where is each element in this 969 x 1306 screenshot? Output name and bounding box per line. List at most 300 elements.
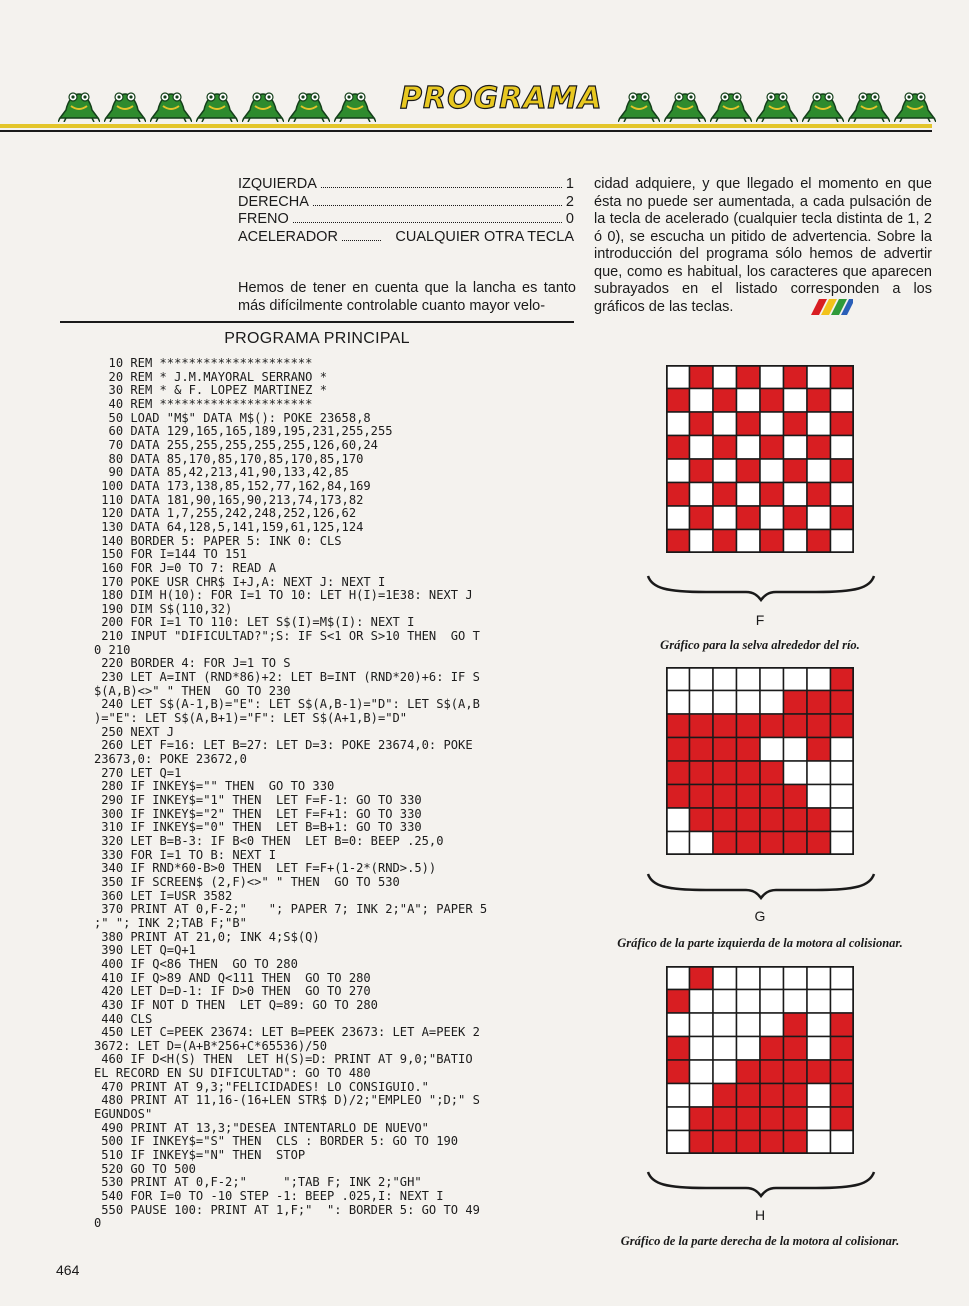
frog-icon: [288, 84, 330, 122]
listing-line: 430 IF NOT D THEN LET Q=89: GO TO 280: [94, 997, 378, 1012]
grid-cell-empty: [666, 1107, 690, 1131]
grid-cell-filled: [737, 785, 761, 809]
grid-cell-filled: [713, 714, 737, 738]
grid-cell-empty: [737, 1037, 761, 1061]
grid-cell-empty: [807, 1084, 831, 1108]
grid-cell-empty: [807, 1013, 831, 1037]
brace-icon: [646, 1168, 876, 1198]
grid-cell-empty: [784, 530, 808, 554]
grid-cell-empty: [807, 1131, 831, 1155]
listing-line: 510 IF INKEY$="N" THEN STOP: [94, 1148, 306, 1163]
grid-cell-filled: [713, 785, 737, 809]
grid-cell-filled: [831, 365, 855, 389]
key-list: [238, 176, 574, 246]
grid-cell-filled: [737, 738, 761, 762]
grid-cell-filled: [737, 714, 761, 738]
grid-cell-filled: [737, 808, 761, 832]
grid-cell-empty: [760, 365, 784, 389]
rainbow-stripes-icon: [807, 299, 853, 315]
listing-line: 100 DATA 173,138,85,152,77,162,84,169: [94, 478, 371, 493]
grid-cell-filled: [831, 1107, 855, 1131]
grid-cell-empty: [690, 691, 714, 715]
grid-cell-filled: [713, 1107, 737, 1131]
frog-icon: [242, 84, 284, 122]
grid-cell-empty: [666, 667, 690, 691]
grid-cell-empty: [831, 483, 855, 507]
listing-line: ;" "; INK 2;TAB F;"B": [94, 915, 247, 930]
grid-cell-filled: [784, 1131, 808, 1155]
grid-cell-filled: [690, 459, 714, 483]
grid-cell-filled: [713, 436, 737, 460]
grid-cell-filled: [737, 365, 761, 389]
grid-cell-filled: [784, 365, 808, 389]
grid-cell-empty: [666, 832, 690, 856]
listing-line: 200 FOR I=1 TO 110: LET S$(I)=M$(I): NEXT I: [94, 615, 415, 630]
grid-cell-empty: [666, 1013, 690, 1037]
listing-line: 330 FOR I=1 TO B: NEXT I: [94, 847, 277, 862]
grid-cell-filled: [760, 1107, 784, 1131]
listing-line: 460 IF D<H(S) THEN LET H(S)=D: PRINT AT 9,0;"BATIO: [94, 1052, 473, 1067]
listing-line: 400 IF Q<86 THEN GO TO 280: [94, 956, 298, 971]
frog-icon: [664, 84, 706, 122]
listing-line: 390 LET Q=Q+1: [94, 943, 196, 958]
listing-line: 0 210: [94, 642, 131, 657]
frog-decoration-right: [618, 84, 936, 124]
grid-cell-filled: [666, 1060, 690, 1084]
listing-line: 10 REM *********************: [94, 356, 313, 370]
page-title: PROGRAMA: [400, 81, 603, 116]
grid-cell-filled: [690, 761, 714, 785]
program-title: PROGRAMA PRINCIPAL: [224, 330, 410, 347]
grid-cell-empty: [737, 691, 761, 715]
grid-cell-empty: [831, 436, 855, 460]
key-row: [238, 176, 574, 194]
grid-cell-filled: [690, 1107, 714, 1131]
grid-cell-empty: [760, 691, 784, 715]
grid-cell-empty: [737, 1013, 761, 1037]
grid-cell-empty: [690, 1084, 714, 1108]
grid-cell-empty: [784, 966, 808, 990]
listing-line: EGUNDOS": [94, 1107, 153, 1122]
grid-cell-empty: [831, 785, 855, 809]
header-rule-black: [0, 130, 932, 132]
grid-cell-empty: [737, 966, 761, 990]
listing-line: 140 BORDER 5: PAPER 5: INK 0: CLS: [94, 533, 342, 548]
program-listing: [94, 357, 554, 1231]
grid-cell-filled: [807, 832, 831, 856]
listing-line: 470 PRINT AT 9,3;"FELICIDADES! LO CONSIGUIO.": [94, 1079, 429, 1094]
grid-cell-filled: [784, 785, 808, 809]
grid-cell-filled: [737, 506, 761, 530]
grid-cell-empty: [690, 667, 714, 691]
grid-cell-filled: [784, 808, 808, 832]
leader-dots: [321, 176, 562, 188]
brace-icon: [646, 572, 876, 602]
listing-line: 220 BORDER 4: FOR J=1 TO S: [94, 656, 291, 671]
grid-cell-filled: [666, 738, 690, 762]
program-rule: [60, 321, 574, 323]
grid-cell-empty: [760, 1013, 784, 1037]
grid-cell-empty: [666, 459, 690, 483]
leader-dots: [342, 229, 381, 241]
grid-cell-empty: [784, 483, 808, 507]
grid-cell-empty: [690, 1013, 714, 1037]
grid-cell-filled: [713, 832, 737, 856]
grid-cell-filled: [666, 785, 690, 809]
graphic-label: F: [755, 612, 765, 628]
grid-cell-empty: [784, 436, 808, 460]
grid-cell-filled: [760, 436, 784, 460]
grid-cell-empty: [831, 761, 855, 785]
listing-line: )="E": LET S$(A,B+1)="F": LET S$(A+1,B)="D": [94, 711, 408, 726]
grid-cell-filled: [807, 389, 831, 413]
grid-cell-filled: [807, 738, 831, 762]
grid-cell-filled: [784, 714, 808, 738]
key-row: [238, 211, 574, 229]
key-value: CUALQUIER OTRA TECLA: [395, 228, 574, 245]
grid-cell-empty: [690, 436, 714, 460]
grid-cell-empty: [807, 966, 831, 990]
frog-icon: [150, 84, 192, 122]
grid-cell-empty: [690, 1037, 714, 1061]
header-rule-yellow: [0, 124, 932, 128]
listing-line: 540 FOR I=0 TO -10 STEP -1: BEEP .025,I: NEXT I: [94, 1189, 444, 1204]
grid-cell-filled: [690, 738, 714, 762]
grid-cell-filled: [831, 714, 855, 738]
key-value: 1: [565, 176, 574, 192]
grid-cell-filled: [784, 691, 808, 715]
grid-cell-filled: [666, 761, 690, 785]
frog-icon: [894, 84, 936, 122]
grid-cell-empty: [760, 667, 784, 691]
grid-cell-filled: [690, 412, 714, 436]
frog-icon: [848, 84, 890, 122]
grid-cell-filled: [760, 389, 784, 413]
grid-cell-filled: [760, 1131, 784, 1155]
grid-cell-empty: [807, 1037, 831, 1061]
grid-cell-filled: [690, 966, 714, 990]
listing-line: 120 DATA 1,7,255,242,248,252,126,62: [94, 506, 357, 521]
grid-cell-filled: [713, 1131, 737, 1155]
listing-line: 190 DIM S$(110,32): [94, 601, 233, 616]
grid-cell-filled: [807, 530, 831, 554]
grid-cell-empty: [666, 506, 690, 530]
grid-cell-filled: [807, 483, 831, 507]
grid-cell-filled: [831, 459, 855, 483]
grid-cell-filled: [690, 808, 714, 832]
frog-icon: [618, 84, 660, 122]
grid-cell-empty: [807, 459, 831, 483]
grid-cell-empty: [760, 966, 784, 990]
listing-line: 380 PRINT AT 21,0; INK 4;S$(Q): [94, 929, 320, 944]
grid-cell-empty: [666, 691, 690, 715]
grid-cell-empty: [807, 990, 831, 1014]
grid-cell-filled: [760, 1060, 784, 1084]
grid-cell-filled: [666, 714, 690, 738]
grid-cell-filled: [807, 691, 831, 715]
grid-cell-filled: [666, 389, 690, 413]
grid-cell-empty: [760, 990, 784, 1014]
listing-line: 520 GO TO 500: [94, 1161, 196, 1176]
grid-cell-filled: [784, 1084, 808, 1108]
listing-line: 410 IF Q>89 AND Q<111 THEN GO TO 280: [94, 970, 371, 985]
listing-line: 30 REM * & F. LOPEZ MARTINEZ *: [94, 383, 327, 398]
grid-cell-filled: [713, 1084, 737, 1108]
grid-cell-empty: [713, 990, 737, 1014]
graphic-grid-h: [666, 966, 854, 1154]
grid-cell-filled: [760, 483, 784, 507]
listing-line: EL RECORD EN SU DIFICULTAD": GO TO 480: [94, 1066, 371, 1081]
listing-line: 550 PAUSE 100: PRINT AT 1,F;" ": BORDER 5: GO TO 49: [94, 1202, 480, 1217]
grid-cell-empty: [784, 990, 808, 1014]
page-number: 464: [56, 1262, 80, 1278]
grid-cell-empty: [807, 667, 831, 691]
listing-line: 80 DATA 85,170,85,170,85,170,85,170: [94, 451, 364, 466]
grid-cell-empty: [737, 389, 761, 413]
listing-line: 500 IF INKEY$="S" THEN CLS : BORDER 5: GO TO 190: [94, 1134, 459, 1149]
listing-line: 450 LET C=PEEK 23674: LET B=PEEK 23673: LET A=PEEK 2: [94, 1025, 480, 1040]
grid-cell-filled: [737, 832, 761, 856]
listing-line: 180 DIM H(10): FOR I=1 TO 10: LET H(I)=1E38: NEXT J: [94, 588, 473, 603]
grid-cell-empty: [713, 506, 737, 530]
listing-line: 320 LET B=B-3: IF B<0 THEN LET B=0: BEEP .25,0: [94, 833, 444, 848]
grid-cell-empty: [807, 785, 831, 809]
grid-cell-empty: [690, 990, 714, 1014]
grid-cell-empty: [666, 966, 690, 990]
grid-cell-filled: [784, 1107, 808, 1131]
grid-cell-empty: [713, 667, 737, 691]
grid-cell-filled: [760, 785, 784, 809]
grid-cell-filled: [831, 691, 855, 715]
grid-cell-empty: [666, 1131, 690, 1155]
listing-line: 420 LET D=D-1: IF D>0 THEN GO TO 270: [94, 984, 371, 999]
grid-cell-filled: [737, 412, 761, 436]
grid-cell-empty: [690, 832, 714, 856]
grid-cell-filled: [713, 761, 737, 785]
graphic-caption: Gráfico para la selva alrededor del río.: [660, 638, 860, 652]
listing-line: 280 IF INKEY$="" THEN GO TO 330: [94, 779, 335, 794]
frog-icon: [802, 84, 844, 122]
listing-line: 310 IF INKEY$="0" THEN LET B=B+1: GO TO 330: [94, 820, 422, 835]
graphic-grid-f: [666, 365, 854, 553]
grid-cell-empty: [737, 530, 761, 554]
listing-line: 230 LET A=INT (RND*86)+2: LET B=INT (RND*20)+6: IF S: [94, 670, 480, 685]
key-value: 2: [565, 193, 574, 210]
grid-cell-filled: [666, 436, 690, 460]
grid-cell-empty: [737, 436, 761, 460]
grid-cell-empty: [760, 412, 784, 436]
graphic-grid-g: [666, 667, 854, 855]
grid-cell-empty: [713, 459, 737, 483]
listing-line: 250 NEXT J: [94, 724, 175, 739]
grid-cell-filled: [784, 1060, 808, 1084]
grid-cell-empty: [831, 990, 855, 1014]
grid-cell-filled: [807, 436, 831, 460]
grid-cell-empty: [807, 1107, 831, 1131]
grid-cell-filled: [807, 1060, 831, 1084]
listing-line: 350 IF SCREEN$ (2,F)<>" " THEN GO TO 530: [94, 874, 400, 889]
grid-cell-empty: [666, 365, 690, 389]
grid-cell-filled: [784, 412, 808, 436]
frog-icon: [104, 84, 146, 122]
grid-cell-empty: [737, 483, 761, 507]
grid-cell-empty: [807, 365, 831, 389]
grid-cell-filled: [831, 1037, 855, 1061]
grid-cell-filled: [713, 530, 737, 554]
listing-line: 370 PRINT AT 0,F-2;" "; PAPER 7; INK 2;"A"; PAPER 5: [94, 902, 488, 917]
intro-paragraph: Hemos de tener en cuenta que la lancha es tanto más difícilmente controlable cuanto mayor velo-: [238, 280, 576, 314]
grid-cell-empty: [784, 389, 808, 413]
grid-cell-filled: [690, 714, 714, 738]
grid-cell-empty: [666, 412, 690, 436]
listing-line: 440 CLS: [94, 1011, 153, 1026]
listing-line: 490 PRINT AT 13,3;"DESEA INTENTARLO DE NUEVO": [94, 1120, 429, 1135]
grid-cell-filled: [760, 1084, 784, 1108]
listing-line: 23673,0: POKE 23672,0: [94, 752, 247, 767]
listing-line: 480 PRINT AT 11,16-(16+LEN STR$ D)/2;"EMPLEO ";D;" S: [94, 1093, 480, 1108]
grid-cell-empty: [760, 506, 784, 530]
listing-line: 70 DATA 255,255,255,255,255,126,60,24: [94, 437, 378, 452]
grid-cell-empty: [831, 1131, 855, 1155]
grid-cell-empty: [690, 483, 714, 507]
grid-cell-empty: [713, 365, 737, 389]
key-name: IZQUIERDA: [238, 176, 317, 192]
grid-cell-empty: [807, 412, 831, 436]
grid-cell-empty: [831, 808, 855, 832]
key-row: [238, 194, 574, 212]
graphic-caption: Gráfico de la parte izquierda de la motora al colisionar.: [617, 936, 903, 950]
listing-line: 240 LET S$(A-1,B)="E": LET S$(A,B-1)="D": LET S$(A,B: [94, 697, 480, 712]
grid-cell-filled: [737, 761, 761, 785]
listing-line: 300 IF INKEY$="2" THEN LET F=F+1: GO TO 330: [94, 806, 422, 821]
listing-line: 340 IF RND*60-B>0 THEN LET F=F+(1-2*(RND>.5)): [94, 861, 437, 876]
grid-cell-filled: [713, 738, 737, 762]
grid-cell-empty: [690, 389, 714, 413]
listing-line: 110 DATA 181,90,165,90,213,74,173,82: [94, 492, 364, 507]
grid-cell-empty: [807, 761, 831, 785]
grid-cell-filled: [807, 808, 831, 832]
grid-cell-empty: [690, 1060, 714, 1084]
key-value: 0: [565, 211, 574, 227]
leader-dots: [313, 194, 562, 206]
listing-line: 150 FOR I=144 TO 151: [94, 547, 247, 562]
listing-line: $(A,B)<>" " THEN GO TO 230: [94, 683, 291, 698]
grid-cell-filled: [784, 459, 808, 483]
grid-cell-empty: [666, 808, 690, 832]
listing-line: 130 DATA 64,128,5,141,159,61,125,124: [94, 519, 364, 534]
grid-cell-filled: [713, 389, 737, 413]
grid-cell-filled: [831, 667, 855, 691]
grid-cell-empty: [831, 389, 855, 413]
grid-cell-filled: [760, 761, 784, 785]
grid-cell-filled: [784, 1037, 808, 1061]
grid-cell-empty: [784, 667, 808, 691]
graphic-caption: Gráfico de la parte derecha de la motora al colisionar.: [620, 1234, 900, 1248]
grid-cell-empty: [784, 761, 808, 785]
grid-cell-filled: [784, 506, 808, 530]
frog-icon: [58, 84, 100, 122]
grid-cell-filled: [831, 1013, 855, 1037]
grid-cell-filled: [831, 1084, 855, 1108]
grid-cell-filled: [737, 1131, 761, 1155]
grid-cell-filled: [831, 1060, 855, 1084]
grid-cell-filled: [760, 808, 784, 832]
grid-cell-empty: [760, 738, 784, 762]
grid-cell-filled: [784, 832, 808, 856]
listing-line: 270 LET Q=1: [94, 765, 182, 780]
grid-cell-filled: [690, 1131, 714, 1155]
listing-line: 0: [94, 1216, 102, 1231]
grid-cell-empty: [831, 738, 855, 762]
listing-line: 360 LET I=USR 3582: [94, 888, 233, 903]
grid-cell-filled: [784, 1013, 808, 1037]
grid-cell-empty: [713, 1013, 737, 1037]
grid-cell-empty: [690, 530, 714, 554]
grid-cell-filled: [760, 714, 784, 738]
brace-icon: [646, 870, 876, 900]
key-row: [238, 229, 574, 247]
grid-cell-filled: [713, 483, 737, 507]
listing-line: 40 REM *********************: [94, 396, 313, 411]
grid-cell-empty: [831, 832, 855, 856]
grid-cell-filled: [831, 506, 855, 530]
listing-line: 290 IF INKEY$="1" THEN LET F=F-1: GO TO 330: [94, 793, 422, 807]
grid-cell-filled: [737, 1060, 761, 1084]
graphic-label: G: [754, 908, 766, 924]
grid-cell-filled: [831, 412, 855, 436]
grid-cell-empty: [713, 966, 737, 990]
grid-cell-empty: [831, 966, 855, 990]
grid-cell-empty: [713, 1037, 737, 1061]
leader-dots: [293, 211, 562, 223]
key-name: ACELERADOR: [238, 228, 338, 245]
listing-line: 260 LET F=16: LET B=27: LET D=3: POKE 23674,0: POKE: [94, 738, 473, 753]
listing-line: 90 DATA 85,42,213,41,90,133,42,85: [94, 465, 349, 480]
grid-cell-empty: [831, 530, 855, 554]
grid-cell-filled: [807, 714, 831, 738]
listing-line: 170 POKE USR CHR$ I+J,A: NEXT J: NEXT I: [94, 574, 386, 589]
grid-cell-filled: [666, 483, 690, 507]
key-name: FRENO: [238, 211, 289, 227]
listing-line: 210 INPUT "DIFICULTAD?";S: IF S<1 OR S>10 THEN GO T: [94, 629, 480, 644]
listing-line: 20 REM * J.M.MAYORAL SERRANO *: [94, 369, 327, 384]
grid-cell-filled: [666, 1037, 690, 1061]
grid-cell-filled: [666, 530, 690, 554]
grid-cell-empty: [737, 990, 761, 1014]
grid-cell-empty: [737, 667, 761, 691]
graphic-label: H: [754, 1207, 766, 1223]
grid-cell-filled: [690, 785, 714, 809]
listing-line: 530 PRINT AT 0,F-2;" ";TAB F; INK 2;"GH": [94, 1175, 422, 1190]
grid-cell-filled: [690, 365, 714, 389]
grid-cell-empty: [713, 1060, 737, 1084]
grid-cell-empty: [760, 459, 784, 483]
frog-icon: [710, 84, 752, 122]
grid-cell-filled: [713, 808, 737, 832]
grid-cell-empty: [713, 691, 737, 715]
grid-cell-empty: [784, 738, 808, 762]
grid-cell-filled: [760, 1037, 784, 1061]
grid-cell-filled: [666, 990, 690, 1014]
grid-cell-filled: [737, 459, 761, 483]
listing-line: 50 LOAD "M$" DATA M$(): POKE 23658,8: [94, 410, 371, 425]
key-name: DERECHA: [238, 193, 309, 210]
grid-cell-filled: [690, 506, 714, 530]
column-two-text: cidad adquiere, y que llegado el momento en que ésta no puede ser aumentada, a cada pulsación de la tecla de acelerado (cualquier tecla distinta de 1, 2 ó 0), se escucha un pitido de advertencia. Sobre la introducción del programa sólo hemos de advertir que, como es habitual, los caracteres que aparecen subrayados en el listado corresponden a los gráficos de las teclas.: [594, 176, 932, 315]
column-two-paragraph: [594, 176, 932, 316]
grid-cell-empty: [666, 1084, 690, 1108]
grid-cell-filled: [737, 1107, 761, 1131]
